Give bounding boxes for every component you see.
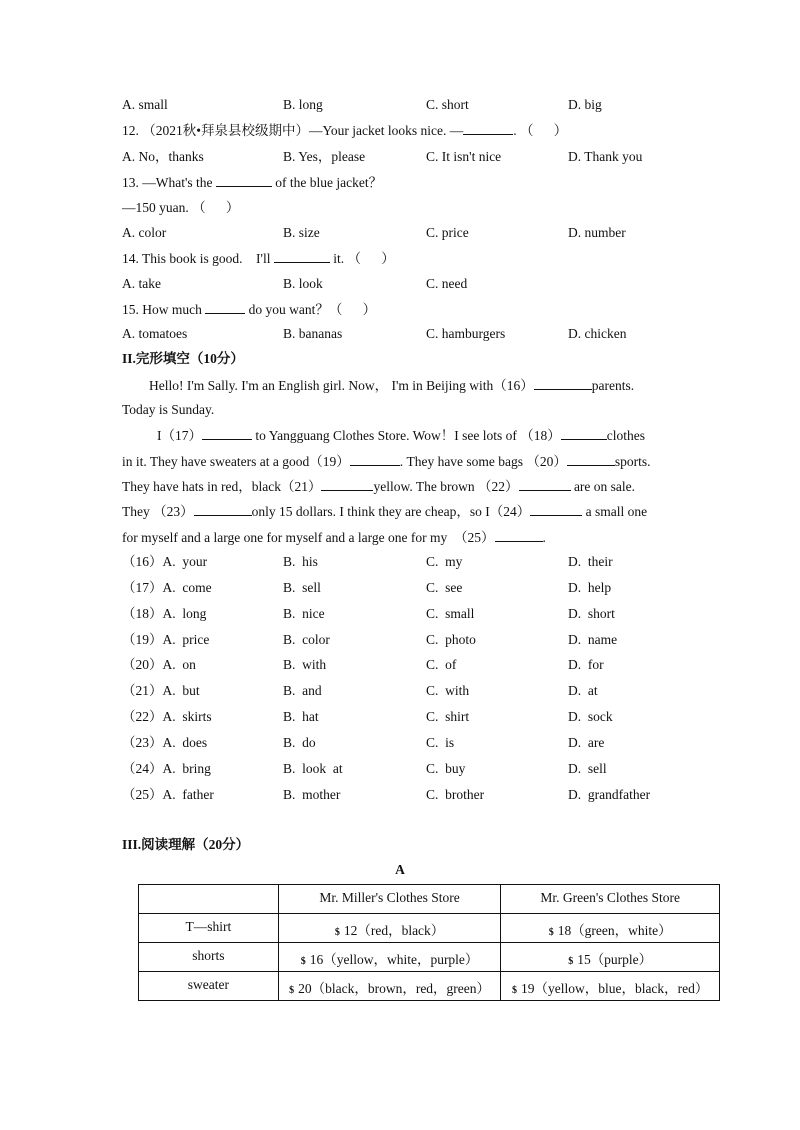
- cloze-option-24-c: C. buy: [426, 761, 466, 776]
- price-text: 12（red，black）: [343, 923, 445, 938]
- cloze-option-17-b: B. sell: [283, 580, 321, 595]
- table-cell-green: [501, 972, 720, 1001]
- table-cell-item: shorts: [139, 943, 279, 972]
- q15-stem-text-b: do you want？（ ）: [245, 302, 377, 317]
- cloze-option-16-a: （16）A. your: [122, 554, 208, 569]
- cloze-blank-17: [202, 426, 252, 440]
- table-header-cell: [139, 885, 279, 914]
- cloze-option-19-d: D. name: [568, 632, 618, 647]
- cloze-blank-19: [350, 452, 400, 466]
- cloze-blank-23: [194, 502, 252, 516]
- cloze-text: .: [542, 530, 546, 545]
- cloze-option-16-b: B. his: [283, 554, 318, 569]
- cloze-option-23-b: B. do: [283, 735, 316, 750]
- q13-answer-blank: [216, 173, 272, 187]
- cloze-option-19-b: B. color: [283, 632, 330, 647]
- cloze-option-18-a: （18）A. long: [122, 606, 207, 621]
- table-cell-item: sweater: [139, 972, 279, 1001]
- cloze-blank-20: [567, 452, 615, 466]
- q15-option-a: A. tomatoes: [122, 326, 188, 341]
- cloze-text: They （23）: [122, 504, 194, 519]
- cloze-blank-18: [561, 426, 607, 440]
- cloze-option-16-c: C. my: [426, 554, 463, 569]
- cloze-line-5: [122, 477, 635, 496]
- q14-stem-text-a: 14. This book is good. I'll: [122, 251, 274, 266]
- cloze-option-19-a: （19）A. price: [122, 632, 210, 647]
- cloze-option-23-d: D. are: [568, 735, 605, 750]
- q12-option-b: B. Yes，please: [283, 149, 366, 164]
- cloze-blank-24: [530, 502, 582, 516]
- price-text: 18（green，white）: [557, 923, 672, 938]
- cloze-line-7: [122, 528, 546, 547]
- cloze-text: They have hats in red，black（21）: [122, 479, 322, 494]
- q13-option-d: D. number: [568, 225, 626, 240]
- q14-stem-text-b: it. （ ）: [329, 251, 395, 266]
- q15-option-b: B. bananas: [283, 326, 343, 341]
- table-cell-miller: [278, 972, 501, 1001]
- table-cell-item: T—shirt: [139, 914, 279, 943]
- q12-stem: [122, 121, 567, 140]
- cloze-line-2: Today is Sunday.: [122, 402, 215, 417]
- cloze-option-20-a: （20）A. on: [122, 657, 196, 672]
- cloze-text: only 15 dollars. I think they are cheap，so I（24）: [251, 504, 531, 519]
- cloze-option-20-d: D. for: [568, 657, 604, 672]
- price-text: 16（yellow，white，purple）: [309, 952, 479, 967]
- cloze-option-23-c: C. is: [426, 735, 455, 750]
- q13-answer-line: —150 yuan. （ ）: [122, 200, 240, 215]
- q15-option-d: D. chicken: [568, 326, 627, 341]
- cloze-option-21-b: B. and: [283, 683, 322, 698]
- cloze-option-25-d: D. grandfather: [568, 787, 651, 802]
- q12-answer-blank: [463, 121, 513, 135]
- q14-option-a: A. take: [122, 276, 161, 291]
- cloze-option-17-c: C. see: [426, 580, 463, 595]
- price-text: 15（purple）: [577, 952, 653, 967]
- q12-option-a: A. No，thanks: [122, 149, 204, 164]
- q13-option-a: A. color: [122, 225, 167, 240]
- cloze-blank-21: [321, 477, 373, 491]
- cloze-blank-16: [534, 376, 592, 390]
- cloze-option-18-b: B. nice: [283, 606, 325, 621]
- cloze-line-4: [122, 452, 651, 471]
- table-cell-miller: [278, 943, 501, 972]
- cloze-text: . They have some bags （20）: [399, 454, 567, 469]
- cloze-option-25-b: B. mother: [283, 787, 341, 802]
- cloze-option-24-d: D. sell: [568, 761, 607, 776]
- table-cell-miller: [278, 914, 501, 943]
- q13-option-c: C. price: [426, 225, 469, 240]
- cloze-option-19-c: C. photo: [426, 632, 476, 647]
- cloze-text: sports.: [614, 454, 651, 469]
- q15-option-c: C. hamburgers: [426, 326, 506, 341]
- cloze-option-22-d: D. sock: [568, 709, 613, 724]
- table-row: [139, 914, 720, 943]
- cloze-option-25-a: （25）A. father: [122, 787, 214, 802]
- cloze-option-21-c: C. with: [426, 683, 470, 698]
- table-row: [139, 972, 720, 1001]
- cloze-text: parents.: [591, 378, 635, 393]
- cloze-option-22-b: B. hat: [283, 709, 319, 724]
- q12-stem-tail: . （ ）: [513, 123, 568, 138]
- cloze-text: Hello! I'm Sally. I'm an English girl. Now， I'm in Beijing with（16）: [149, 378, 534, 393]
- q15-stem: [122, 300, 376, 319]
- section2-heading: II.完形填空（10分）: [122, 351, 244, 366]
- q13-option-b: B. size: [283, 225, 320, 240]
- cloze-line-6: [122, 502, 647, 521]
- cloze-option-23-a: （23）A. does: [122, 735, 208, 750]
- q13-stem-text-a: 13. —What's the: [122, 175, 216, 190]
- cloze-option-24-a: （24）A. bring: [122, 761, 211, 776]
- cloze-text: are on sale.: [570, 479, 636, 494]
- cloze-text: for myself and a large one for myself and a large one for my （25）: [122, 530, 495, 545]
- q13-stem: [122, 173, 382, 192]
- dollar-sign: $: [334, 927, 340, 938]
- cloze-option-24-b: B. look at: [283, 761, 343, 776]
- table-header-cell: Mr. Green's Clothes Store: [501, 885, 720, 914]
- cloze-text: I（17）: [157, 428, 202, 443]
- cloze-option-20-c: C. of: [426, 657, 457, 672]
- q15-answer-blank: [205, 300, 245, 314]
- table-cell-green: [501, 943, 720, 972]
- cloze-option-16-d: D. their: [568, 554, 613, 569]
- cloze-option-22-a: （22）A. skirts: [122, 709, 212, 724]
- dollar-sign: $: [548, 927, 554, 938]
- stores-table: [138, 884, 720, 1001]
- cloze-blank-25: [495, 528, 543, 542]
- q11-option-c: C. short: [426, 97, 469, 112]
- q12-stem-text: 12. （2021秋•拜泉县校级期中）—Your jacket looks nice. —: [122, 123, 464, 138]
- cloze-option-18-c: C. small: [426, 606, 475, 621]
- cloze-option-21-a: （21）A. but: [122, 683, 200, 698]
- passage-label: A: [395, 862, 405, 877]
- q14-stem: [122, 249, 395, 268]
- q12-option-d: D. Thank you: [568, 149, 643, 164]
- price-text: 20（black，brown，red，green）: [298, 981, 491, 996]
- q14-option-b: B. look: [283, 276, 323, 291]
- q11-option-a: A. small: [122, 97, 168, 112]
- q14-option-c: C. need: [426, 276, 468, 291]
- table-row: [139, 943, 720, 972]
- dollar-sign: $: [511, 985, 517, 996]
- q11-option-b: B. long: [283, 97, 323, 112]
- q12-option-c: C. It isn't nice: [426, 149, 502, 164]
- cloze-option-17-a: （17）A. come: [122, 580, 212, 595]
- cloze-option-21-d: D. at: [568, 683, 598, 698]
- dollar-sign: $: [289, 985, 295, 996]
- cloze-text: a small one: [582, 504, 648, 519]
- table-cell-green: [501, 914, 720, 943]
- cloze-line-1: [149, 376, 634, 395]
- table-header-row: [139, 885, 720, 914]
- cloze-option-18-d: D. short: [568, 606, 615, 621]
- section3-heading: III.阅读理解（20分）: [122, 837, 250, 852]
- cloze-text: in it. They have sweaters at a good（19）: [122, 454, 350, 469]
- cloze-text: clothes: [606, 428, 646, 443]
- q15-stem-text-a: 15. How much: [122, 302, 206, 317]
- q14-answer-blank: [274, 249, 330, 263]
- cloze-option-20-b: B. with: [283, 657, 327, 672]
- q11-option-d: D. big: [568, 97, 602, 112]
- price-text: 19（yellow，blue，black，red）: [520, 981, 709, 996]
- cloze-option-17-d: D. help: [568, 580, 612, 595]
- q13-stem-text-b: of the blue jacket？: [271, 175, 383, 190]
- cloze-blank-22: [519, 477, 571, 491]
- cloze-text: to Yangguang Clothes Store. Wow！I see lots of （18）: [252, 428, 561, 443]
- cloze-option-22-c: C. shirt: [426, 709, 470, 724]
- dollar-sign: $: [300, 956, 306, 967]
- dollar-sign: $: [568, 956, 574, 967]
- table-header-cell: Mr. Miller's Clothes Store: [278, 885, 501, 914]
- cloze-option-25-c: C. brother: [426, 787, 485, 802]
- cloze-text: yellow. The brown （22）: [373, 479, 519, 494]
- cloze-line-3: [157, 426, 645, 445]
